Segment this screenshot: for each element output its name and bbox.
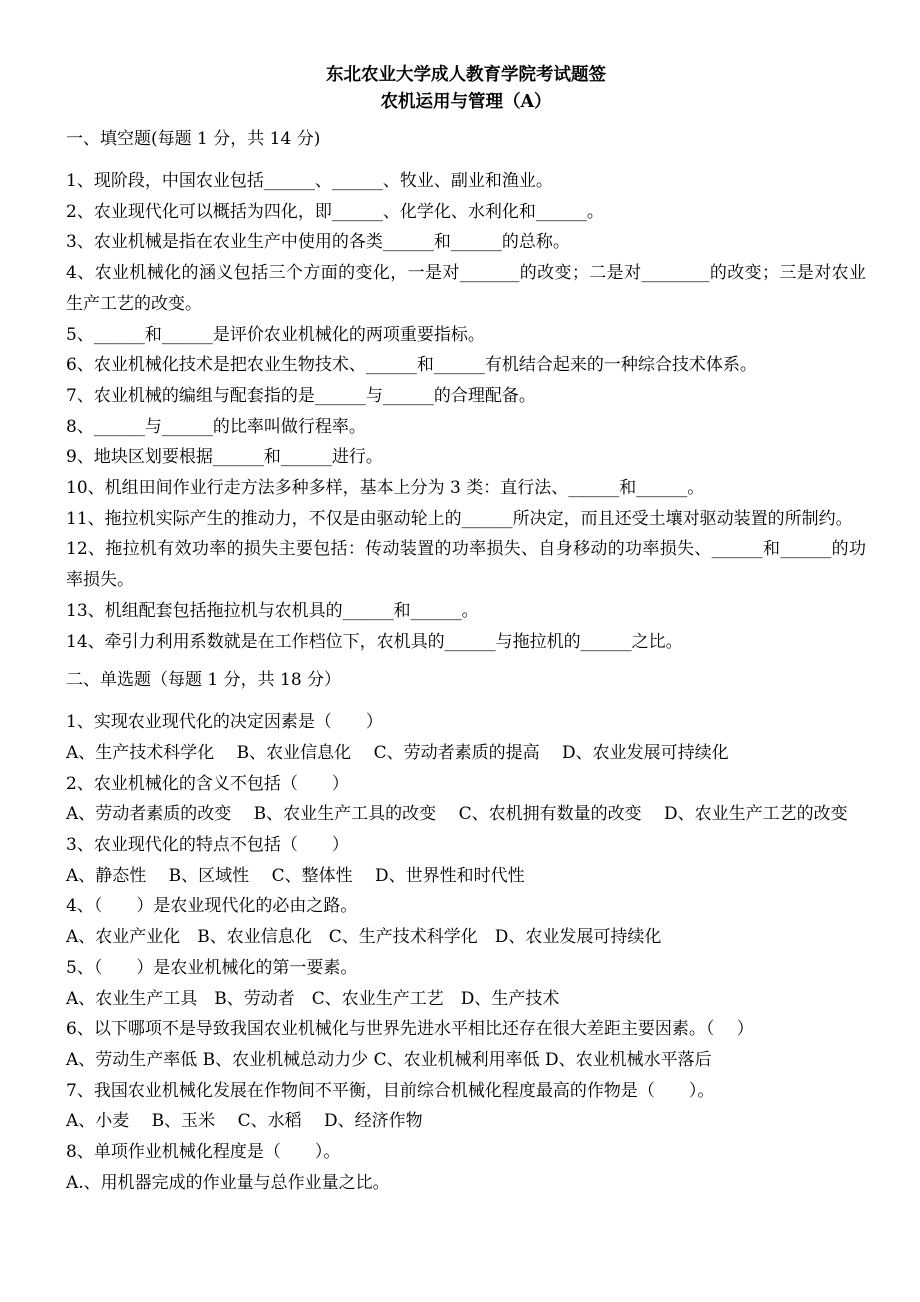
document-title: 东北农业大学成人教育学院考试题签 <box>326 65 606 85</box>
question-line: 5、（ ）是农业机械化的第一要素。 <box>66 957 358 978</box>
question-line: 4、农业机械化的涵义包括三个方面的变化，一是对_______的改变；二是对________的改变；三是对农业生产工艺的改变。 <box>66 263 866 314</box>
question-line: 2、农业现代化可以概括为四化，即______、化学化、水利化和______。 <box>66 201 604 222</box>
question-line: A、劳动者素质的改变 B、农业生产工具的改变 C、农机拥有数量的改变 D、农业生产工艺的改变 <box>66 804 848 825</box>
question-line: 3、农业机械是指在农业生产中使用的各类______和______的总称。 <box>66 232 570 253</box>
question-line: 13、机组配套包括拖拉机与农机具的______和______。 <box>66 600 479 621</box>
question-line: 5、______和______是评价农业机械化的两项重要指标。 <box>66 324 485 345</box>
question-line: 1、现阶段，中国农业包括______、______、牧业、副业和渔业。 <box>66 171 553 191</box>
question-line: 1、实现农业现代化的决定因素是（ ） <box>66 712 383 733</box>
single-choice-questions <box>66 707 866 1198</box>
question-line: 8、单项作业机械化程度是（ ）。 <box>66 1142 341 1163</box>
section-heading-fill-in: 一、填空题(每题 1 分，共 14 分) <box>66 129 321 149</box>
question-line: A、生产技术科学化 B、农业信息化 C、劳动者素质的提高 D、农业发展可持续化 <box>66 742 729 763</box>
question-line: 4、（ ）是农业现代化的必由之路。 <box>66 896 358 917</box>
question-line: 12、拖拉机有效功率的损失主要包括：传动装置的功率损失、自身移动的功率损失、______和______的功率损失。 <box>66 539 866 591</box>
question-line: 6、农业机械化技术是把农业生物技术、______和______有机结合起来的一种综合技术体系。 <box>66 355 757 376</box>
question-line: 9、地块区划要根据______和______进行。 <box>66 447 383 468</box>
question-line: 8、______与______的比率叫做行程率。 <box>66 416 366 437</box>
question-line: A、农业生产工具 B、劳动者 C、农业生产工艺 D、生产技术 <box>66 988 560 1009</box>
question-line: 6、以下哪项不是导致我国农业机械化与世界先进水平相比还存在很大差距主要因素。（ ） <box>66 1019 754 1040</box>
fill-in-questions <box>66 166 866 657</box>
question-line: 11、拖拉机实际产生的推动力，不仅是由驱动轮上的______所决定，而且还受土壤对驱动装置的所制约。 <box>66 508 853 529</box>
question-line: A、静态性 B、区域性 C、整体性 D、世界性和时代性 <box>66 865 525 886</box>
question-line: 7、我国农业机械化发展在作物间不平衡，目前综合机械化程度最高的作物是（ ）。 <box>66 1080 715 1101</box>
question-line: A、农业产业化 B、农业信息化 C、生产技术科学化 D、农业发展可持续化 <box>66 927 662 948</box>
exam-page <box>66 62 866 1199</box>
section-heading-single-choice: 二、单选题（每题 1 分，共 18 分） <box>66 670 342 691</box>
question-line: A、劳动生产率低 B、农业机械总动力少 C、农业机械利用率低 D、农业机械水平落后 <box>66 1049 712 1070</box>
question-line: 10、机组田间作业行走方法多种多样，基本上分为 3 类：直行法、______和______。 <box>66 478 705 499</box>
question-line: 14、牵引力利用系数就是在工作档位下，农机具的______与拖拉机的______之比。 <box>66 631 683 652</box>
question-line: A.、用机器完成的作业量与总作业量之比。 <box>66 1172 390 1193</box>
question-line: 3、农业现代化的特点不包括（ ） <box>66 835 349 856</box>
document-subtitle: 农机运用与管理（A） <box>380 92 552 112</box>
question-line: A、小麦 B、玉米 C、水稻 D、经济作物 <box>66 1111 423 1132</box>
question-line: 2、农业机械化的含义不包括（ ） <box>66 773 349 794</box>
question-line: 7、农业机械的编组与配套指的是______与______的合理配备。 <box>66 385 536 406</box>
